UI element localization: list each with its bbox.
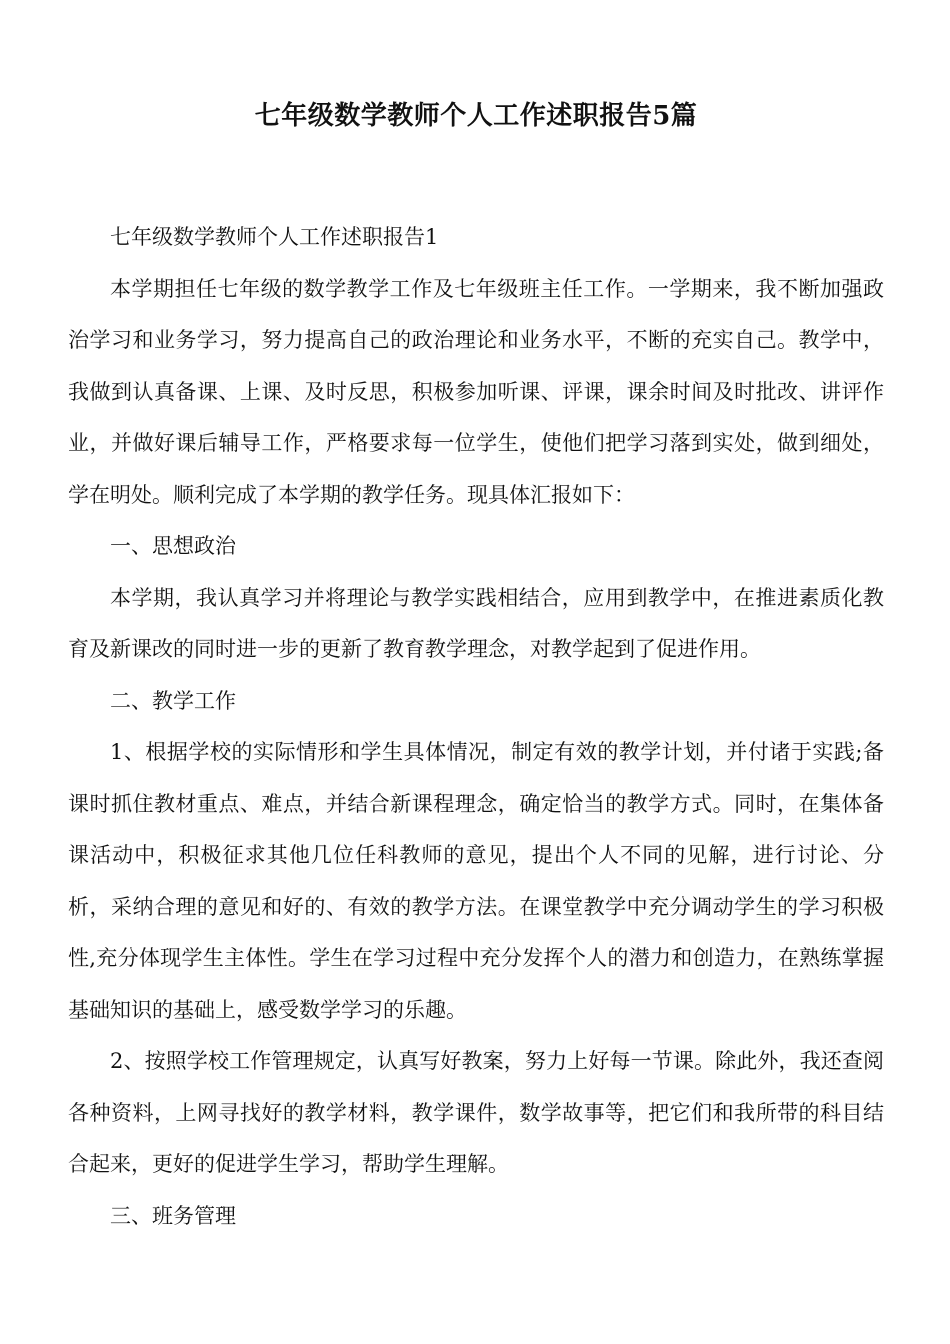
report-subtitle: 七年级数学教师个人工作述职报告1 (110, 225, 439, 249)
section-heading-politics: 一、思想政治 (110, 534, 236, 558)
intro-paragraph: 本学期担任七年级的数学教学工作及七年级班主任工作。一学期来，我不断加强政治学习和业务学习，努力提高自己的政治理论和业务水平，不断的充实自己。教学中，我做到认真备课、上课、及时反思，积极参加听课、评课，课余时间及时批改、讲评作业，并做好课后辅导工作，严格要求每一位学生，使他们把学习落到实处，做到细处，学在明处。顺利完成了本学期的教学任务。现具体汇报如下： (68, 276, 884, 507)
section-heading-teaching: 二、教学工作 (110, 688, 236, 713)
document-title: 七年级数学教师个人工作述职报告5篇 (254, 101, 698, 131)
section-heading-class-management: 三、班务管理 (110, 1203, 236, 1228)
teaching-paragraph-2: 2、按照学校工作管理规定，认真写好教案，努力上好每一节课。除此外，我还查阅各种资料，上网寻找好的教学材料，教学课件，数学故事等，把它们和我所带的科目结合起来，更好的促进学生学习，帮助学生理解。 (68, 1049, 884, 1176)
document-body (68, 212, 884, 1242)
teaching-paragraph-1: 1、根据学校的实际情形和学生具体情况，制定有效的教学计划，并付诸于实践;备课时抓住教材重点、难点，并结合新课程理念，确定恰当的教学方式。同时，在集体备课活动中，积极征求其他几位任科教师的意见，提出个人不同的见解，进行讨论、分析，采纳合理的意见和好的、有效的教学方法。在课堂教学中充分调动学生的学习积极性,充分体现学生主体性。学生在学习过程中充分发挥个人的潜力和创造力，在熟练掌握基础知识的基础上，感受数学学习的乐趣。 (68, 740, 884, 1022)
politics-paragraph: 本学期，我认真学习并将理论与教学实践相结合，应用到教学中，在推进素质化教育及新课改的同时进一步的更新了教育教学理念，对教学起到了促进作用。 (68, 585, 884, 661)
